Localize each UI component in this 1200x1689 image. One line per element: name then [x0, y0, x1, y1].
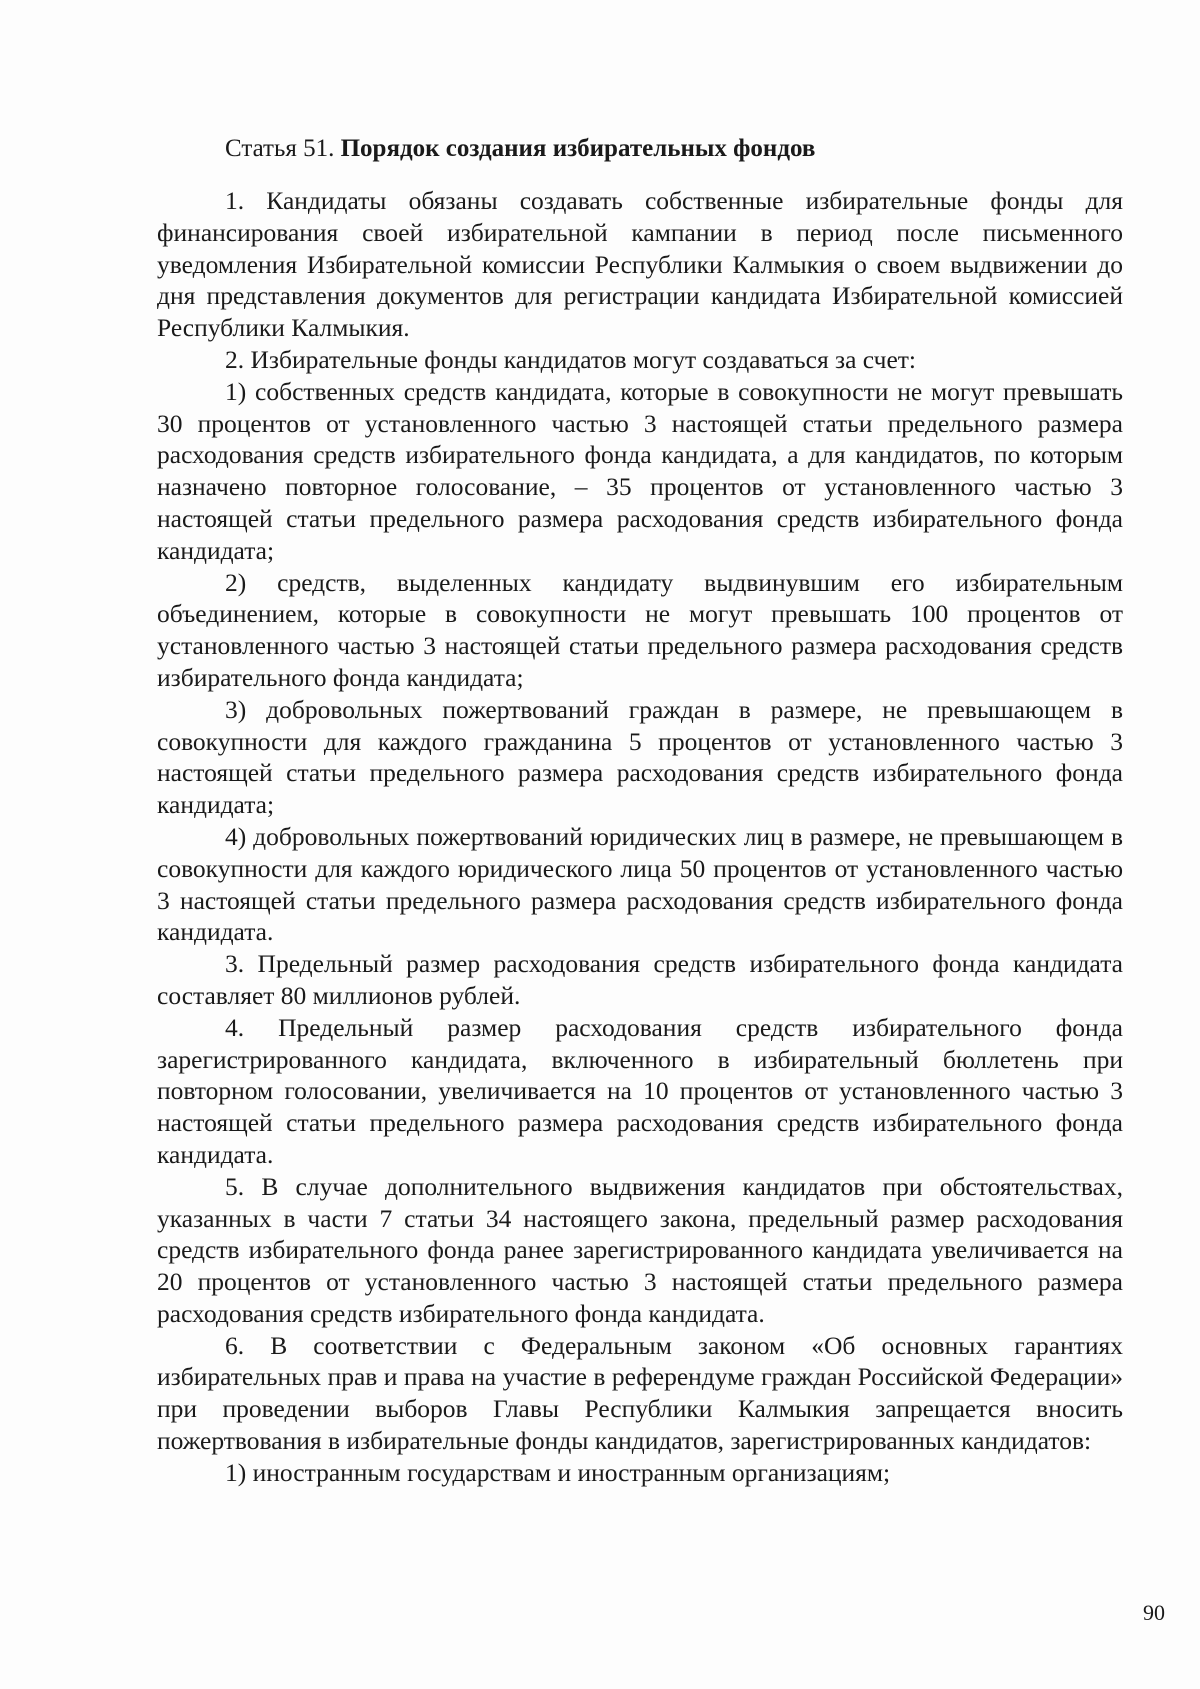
paragraph-2-item-4: 4) добровольных пожертвований юридических лиц в размере, не превышающем в совокупности для каждого юридического лица 50 процентов от установленного частью 3 настоящей статьи предельного размера расходования средств избирательного фонда кандидата.: [157, 821, 1123, 947]
paragraph-2-item-1: 1) собственных средств кандидата, которые в совокупности не могут превышать 30 процентов от установленного частью 3 настоящей статьи предельного размера расходования средств избирательного фонда кандидата, а для кандидатов, по которым назначено повторное голосование, – 35 процентов от установленного частью 3 настоящей статьи предельного размера расходования средств избирательного фонда кандидата;: [157, 376, 1123, 565]
paragraph-6: 6. В соответствии с Федеральным законом «Об основных гарантиях избирательных прав и права на участие в референдуме граждан Российской Федерации» при проведении выборов Главы Республики Калмыкия запрещается вносить пожертвования в избирательные фонды кандидатов, зарегистрированных кандидатов:: [157, 1330, 1123, 1456]
paragraph-2-item-2: 2) средств, выделенных кандидату выдвинувшим его избирательным объединением, которые в совокупности не могут превышать 100 процентов от установленного частью 3 настоящей статьи предельного размера расходования средств избирательного фонда кандидата;: [157, 567, 1123, 692]
paragraph-2: 2. Избирательные фонды кандидатов могут создаваться за счет:: [225, 344, 916, 374]
paragraph-1: 1. Кандидаты обязаны создавать собственные избирательные фонды для финансирования своей избирательной кампании в период после письменного уведомления Избирательной комиссии Республики Калмыкия о своем выдвижении до дня представления документов для регистрации кандидата Избирательной комиссией Республики Калмыкия.: [157, 186, 1123, 343]
article-heading: [225, 133, 1123, 165]
paragraph-3: 3. Предельный размер расходования средств избирательного фонда кандидата составляет 80 миллионов рублей.: [157, 949, 1123, 1010]
article-title: Порядок создания избирательных фондов: [340, 135, 816, 162]
paragraph-2-item-3: 3) добровольных пожертвований граждан в размере, не превышающем в совокупности для каждого гражданина 5 процентов от установленного частью 3 настоящей статьи предельного размера расходования средств избирательного фонда кандидата;: [157, 694, 1123, 820]
page-number: 90: [1143, 1600, 1165, 1625]
paragraph-5: 5. В случае дополнительного выдвижения кандидатов при обстоятельствах, указанных в части 7 статьи 34 настоящего закона, предельный размер расходования средств избирательного фонда ранее зарегистрированного кандидата увеличивается на 20 процентов от установленного частью 3 настоящей статьи предельного размера расходования средств избирательного фонда кандидата.: [157, 1171, 1123, 1328]
article-number: Статья 51.: [225, 135, 335, 162]
paragraph-4: 4. Предельный размер расходования средств избирательного фонда зарегистрированного кандидата, включенного в избирательный бюллетень при повторном голосовании, увеличивается на 10 процентов от установленного частью 3 настоящей статьи предельного размера расходования средств избирательного фонда кандидата.: [157, 1012, 1123, 1169]
article-body: [157, 133, 1123, 1489]
paragraph-6-item-1: 1) иностранным государствам и иностранным организациям;: [225, 1457, 891, 1487]
